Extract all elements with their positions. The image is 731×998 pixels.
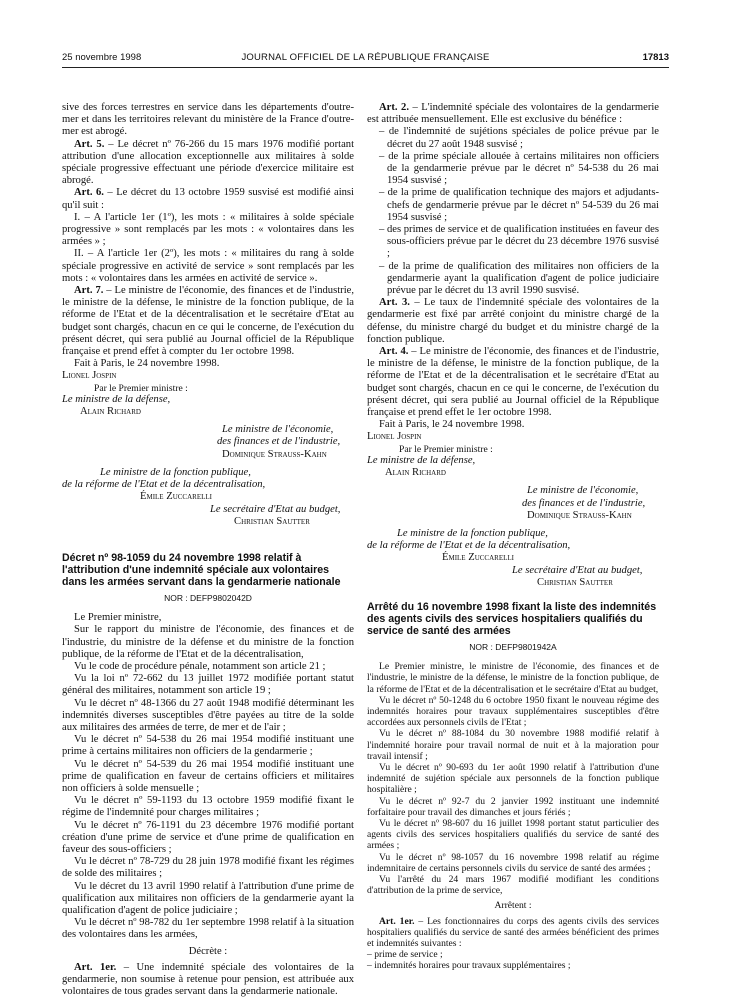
header-date: 25 novembre 1998 xyxy=(62,52,142,63)
list-item: – de l'indemnité de sujétions spéciales de police prévue par le décret du 27 août 1948 susvisé ; xyxy=(379,126,659,150)
title-ministre-economie-2: des finances et de l'industrie, xyxy=(522,497,646,509)
decret-article-3: Art. 3. – Le taux de l'indemnité spéciale des volontaires de la gendarmerie est fixé par arrêté conjoint du ministre chargé de la défense, du ministre chargé du budget et du ministre chargé de la fonction publique. xyxy=(367,297,659,345)
visa-decret-50-1248: Vu le décret nº 50-1248 du 6 octobre 1950 fixant le nouveau régime des indemnités horaires pour travaux supplémentaires susceptibles d'être accordées aux personnels civils de l'Etat ; xyxy=(367,694,659,729)
visa-decret-48-1366: Vu le décret nº 48-1366 du 27 août 1948 modifié déterminant les indemnités diverses susceptibles d'être payées au titre de la solde aux militaires des armées de terre, de mer et de l'air ; xyxy=(62,697,354,733)
header-page-number: 17813 xyxy=(642,52,669,63)
title-ministre-defense: Le ministre de la défense, xyxy=(62,393,171,405)
decret-article-2: Art. 2. – L'indemnité spéciale des volontaires de la gendarmerie est attribuée mensuellement. Elle est exclusive du bénéfice : xyxy=(367,102,659,126)
title-fonction-publique-1: Le ministre de la fonction publique, xyxy=(397,527,548,539)
page-header xyxy=(62,52,669,66)
visa-decret-76-1191: Vu le décret nº 76-1191 du 23 décembre 1976 modifié portant création d'une prime de service et d'une prime de qualification en faveur des sous-officiers ; xyxy=(62,819,354,855)
list-item: – prime de service ; xyxy=(367,949,659,960)
title-fonction-publique-2: de la réforme de l'Etat et de la décentralisation, xyxy=(367,540,571,552)
fait-a-paris: Fait à Paris, le 24 novembre 1998. xyxy=(74,358,220,370)
arrete-article-1-list xyxy=(367,949,659,971)
article-6-ii: II. – A l'article 1er (2º), les mots : « militaires du rang à solde spéciale progressive en activité de service » sont remplacés par les mots : « volontaires dans les armées en activité de service ». xyxy=(62,248,354,284)
fait-a-paris: Fait à Paris, le 24 novembre 1998. xyxy=(379,419,525,431)
signature-economie: Dominique Strauss-Kahn xyxy=(222,448,327,460)
article-6-i: I. – A l'article 1er (1º), les mots : « militaires à solde spéciale progressive » sont remplacés par les mots : « volontaires dans les armées » ; xyxy=(62,211,354,248)
visa-decret-54-538: Vu le décret nº 54-538 du 26 mai 1954 modifié instituant une prime à certains militaires non officiers de la gendarmerie ; xyxy=(62,734,354,758)
visa-premier-ministre: Le Premier ministre, xyxy=(74,612,162,624)
decrete-heading: Décrète : xyxy=(188,945,228,957)
signatures-block xyxy=(367,431,659,588)
left-column xyxy=(62,102,354,998)
article-5: Art. 5. – Le décret nº 76-266 du 15 mars 1976 modifié portant attribution d'une allocation exceptionnelle aux militaires à solde spéciale progressive effectuant une période d'exercice militaire est abrogé. xyxy=(62,138,355,187)
right-column xyxy=(367,102,659,972)
decret-nor: NOR : DEFP9802042D xyxy=(164,592,252,603)
signature-fonction-publique: Émile Zuccarelli xyxy=(140,491,212,503)
list-item: – de la prime de qualification technique des majors et adjudants-chefs de gendarmerie prévue par le décret nº 54-539 du 26 mai 1954 susvisé ; xyxy=(379,187,659,224)
visa-decret-90-693: Vu le décret nº 90-693 du 1er août 1990 relatif à l'attribution d'une indemnité de sujétion spéciale aux personnels de la fonction publique hospitalière ; xyxy=(367,761,659,796)
arretent-heading: Arrêtent : xyxy=(494,900,532,912)
visa-decret-54-539: Vu le décret nº 54-539 du 26 mai 1954 modifié instituant une prime de qualification en faveur de certains officiers et militaires non officiers à solde mensuelle ; xyxy=(62,758,354,794)
decret-article-4: Art. 4. – Le ministre de l'économie, des finances et de l'industrie, le ministre de la défense, le ministre de la fonction publique, de la réforme de l'Etat et de la décentralisation et le secrétaire d'Etat au budget sont chargés, chacun en ce qui le concerne, de l'exécution du présent décret, qui sera publié au Journal officiel de la République française et prend effet le 1er octobre 1998. xyxy=(367,346,659,419)
signature-defense: Alain Richard xyxy=(80,406,141,418)
visa-decret-59-1193: Vu le décret nº 59-1193 du 13 octobre 1959 modifié fixant le régime de l'indemnité pour charges militaires ; xyxy=(62,795,354,819)
article-7: Art. 7. – Le ministre de l'économie, des finances et de l'industrie, le ministre de la défense, le ministre de la fonction publique, de la réforme de l'Etat et de la décentralisation et le secrétaire d'Etat au budget sont chargés, chacun en ce qui le concerne, de l'exécution du présent décret, qui sera publié au Journal officiel de la République française et prend effet à compter du 1er octobre 1998. xyxy=(62,285,354,358)
title-secretaire-budget: Le secrétaire d'Etat au budget, xyxy=(512,564,643,576)
visa-loi-72-662: Vu la loi nº 72-662 du 13 juillet 1972 modifiée portant statut général des militaires, notamment son article 19 ; xyxy=(62,673,354,697)
list-item: – indemnités horaires pour travaux supplémentaires ; xyxy=(367,960,659,971)
article-2-exclusions-list xyxy=(367,126,659,297)
signature-budget: Christian Sautter xyxy=(537,576,613,588)
visa-code-procedure: Vu le code de procédure pénale, notamment son article 21 ; xyxy=(74,660,326,672)
visa-decret-1990: Vu le décret du 13 avril 1990 relatif à l'attribution d'une prime de qualification aux militaires non officiers de la gendarmerie ayant la qualification d'agent de police judiciaire ; xyxy=(62,880,354,916)
title-ministre-defense: Le ministre de la défense, xyxy=(367,454,476,466)
continuation-paragraph: sive des forces terrestres en service dans les départements d'outre-mer et dans les territoires relevant du ministère de la France d'outre-mer est abrogé. xyxy=(62,102,354,138)
list-item: – des primes de service et de qualification instituées en faveur des sous-officiers prévue par le décret du 23 décembre 1976 susvisé ; xyxy=(379,224,659,261)
title-secretaire-budget: Le secrétaire d'Etat au budget, xyxy=(210,503,341,515)
list-item: – de la prime spéciale allouée à certains militaires non officiers de la gendarmerie prévue par le décret nº 54-538 du 26 mai 1954 susvisé ; xyxy=(379,151,659,188)
list-item: – de la prime de qualification des militaires non officiers de la gendarmerie ayant la qualification d'agent de police judiciaire prévue par le décret du 13 avril 1990 susvisé. xyxy=(379,261,659,298)
title-ministre-economie-2: des finances et de l'industrie, xyxy=(217,436,341,448)
title-ministre-economie-1: Le ministre de l'économie, xyxy=(222,424,334,436)
visa-decret-78-729: Vu le décret nº 78-729 du 28 juin 1978 modifié fixant les régimes de solde des militaires ; xyxy=(62,856,354,880)
arrete-body xyxy=(367,661,659,971)
visa-arrete-1967: Vu l'arrêté du 24 mars 1967 modifié modifiant les conditions d'attribution de la prime de service, xyxy=(367,873,659,897)
visa-decret-98-782: Vu le décret nº 98-782 du 1er septembre 1998 relatif à la situation des volontaires dans les armées, xyxy=(62,917,354,941)
arrete-article-1: Art. 1er. – Les fonctionnaires du corps des agents civils des services hospitaliers qualifiés du service de santé des armées bénéficient des primes et indemnités suivantes : xyxy=(367,915,659,949)
title-fonction-publique-1: Le ministre de la fonction publique, xyxy=(100,466,251,478)
title-fonction-publique-2: de la réforme de l'Etat et de la décentralisation, xyxy=(62,479,266,491)
signature-defense: Alain Richard xyxy=(385,467,446,479)
visa-decret-88-1084: Vu le décret nº 88-1084 du 30 novembre 1988 modifié relatif à l'indemnité horaire pour travail normal de nuit et à la majoration pour travail intensif ; xyxy=(367,728,659,762)
par-le-premier-ministre: Par le Premier ministre : xyxy=(94,382,188,394)
signature-budget: Christian Sautter xyxy=(234,515,310,527)
arrete-nor: NOR : DEFP9801942A xyxy=(469,641,557,652)
signature-premier-ministre: Lionel Jospin xyxy=(367,431,422,443)
signature-economie: Dominique Strauss-Kahn xyxy=(527,509,632,521)
header-journal-title: JOURNAL OFFICIEL DE LA RÉPUBLIQUE FRANÇAISE xyxy=(241,52,490,63)
par-le-premier-ministre: Par le Premier ministre : xyxy=(399,443,493,455)
signatures-block xyxy=(62,370,354,527)
visa-decret-98-607: Vu le décret nº 98-607 du 16 juillet 1998 portant statut particulier des agents civils des services hospitaliers qualifiés du service de santé des armées ; xyxy=(367,817,659,852)
title-ministre-economie-1: Le ministre de l'économie, xyxy=(527,485,639,497)
signature-premier-ministre: Lionel Jospin xyxy=(62,370,117,382)
visa-decret-92-7: Vu le décret nº 92-7 du 2 janvier 1992 instituant une indemnité forfaitaire pour travail des dimanches et jours fériés ; xyxy=(367,795,659,818)
decret-article-1: Art. 1er. – Une indemnité spéciale des volontaires de la gendarmerie, non soumise à retenue pour pension, est attribuée aux volontaires de tous grades servant dans la gendarmerie nationale. xyxy=(62,961,355,998)
visa-rapport: Sur le rapport du ministre de l'économie, des finances et de l'industrie, du ministre de la défense et du ministre de la fonction publique, de la réforme de l'Etat et de la décentralisation, xyxy=(62,624,354,660)
arrete-preamble: Le Premier ministre, le ministre de l'économie, des finances et de l'industrie, le ministre de la défense, le ministre de la fonction publique, de la réforme de l'Etat et de la décentralisation et le secrétaire d'Etat au budget, xyxy=(367,661,659,695)
visa-decret-98-1057: Vu le décret nº 98-1057 du 16 novembre 1998 relatif au régime indemnitaire de certains personnels civils du service de santé des armées ; xyxy=(367,851,659,874)
signature-fonction-publique: Émile Zuccarelli xyxy=(442,552,514,564)
header-rule xyxy=(62,67,669,68)
decret-title: Décret nº 98-1059 du 24 novembre 1998 relatif à l'attribution d'une indemnité spéciale aux volontaires dans les armées servant dans la gendarmerie nationale xyxy=(62,551,341,588)
article-6: Art. 6. – Le décret du 13 octobre 1959 susvisé est modifié ainsi qu'il suit : xyxy=(62,187,354,211)
arrete-title: Arrêté du 16 novembre 1998 fixant la liste des indemnités des agents civils des services hospitaliers qualifiés du service de santé des armées xyxy=(367,600,657,637)
